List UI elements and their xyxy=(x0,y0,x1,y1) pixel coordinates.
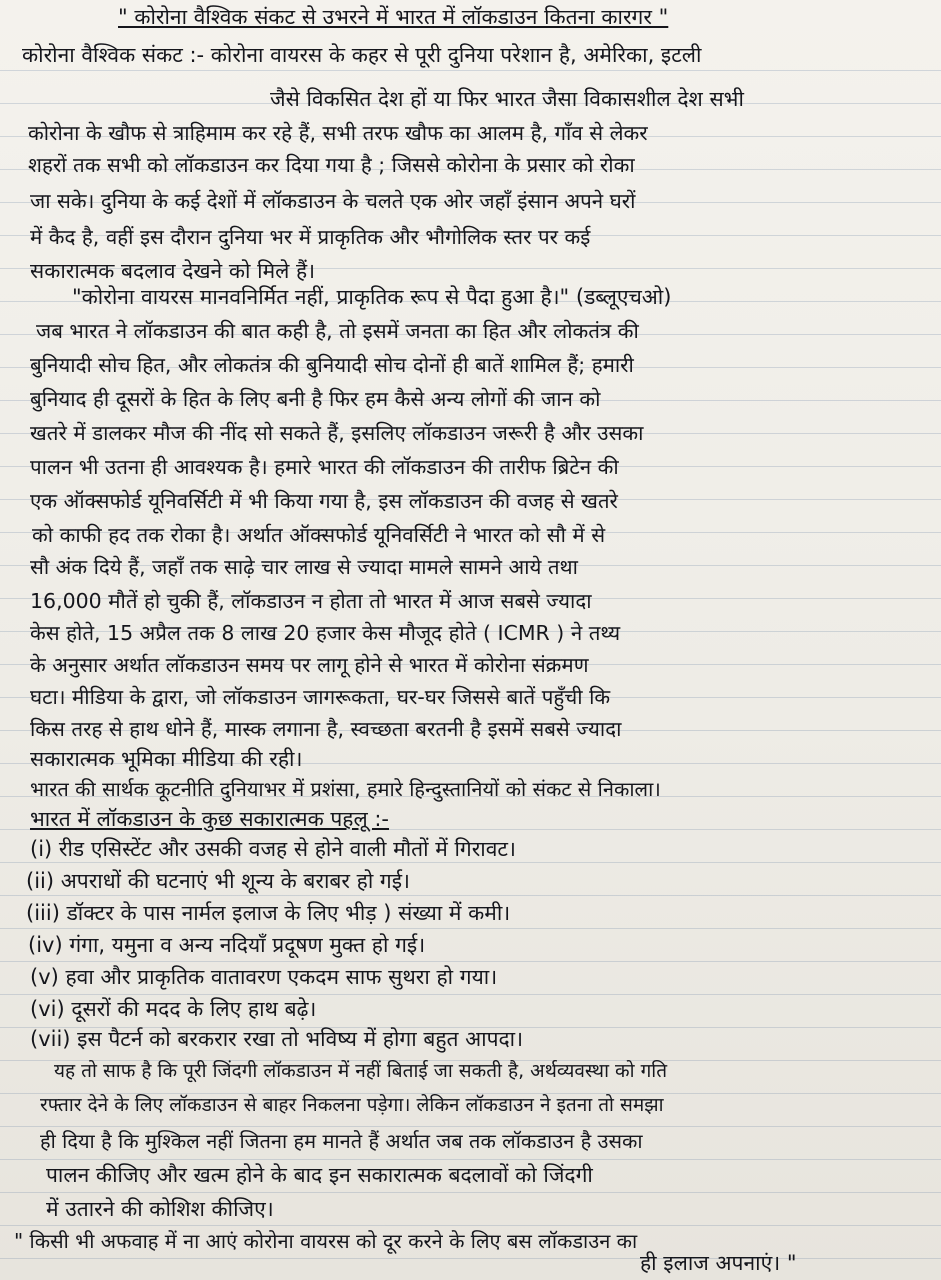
essay-line: भारत की सार्थक कूटनीति दुनियाभर में प्रशंसा, हमारे हिन्दुस्तानियों को संकट से निकाला। xyxy=(30,777,661,801)
essay-line: में कैद है, वहीं इस दौरान दुनिया भर में प्राकृतिक और भौगोलिक स्तर पर कई xyxy=(30,225,591,249)
list-item: (iv) गंगा, यमुना व अन्य नदियाँ प्रदूषण मुक्त हो गई। xyxy=(28,933,426,957)
essay-line: किस तरह से हाथ धोने हैं, मास्क लगाना है, स्वच्छता बरतनी है इसमें सबसे ज्यादा xyxy=(30,717,622,741)
closing-quote-line: ही इलाज अपनाएं। " xyxy=(640,1251,797,1275)
closing-quote-line: " किसी भी अफवाह में ना आएं कोरोना वायरस को दूर करने के लिए बस लॉकडाउन का xyxy=(14,1229,638,1253)
essay-title: " कोरोना वैश्विक संकट से उभरने में भारत में लॉकडाउन कितना कारगर " xyxy=(118,5,669,29)
essay-line: घटा। मीडिया के द्वारा, जो लॉकडाउन जागरूकता, घर-घर जिससे बातें पहुँची कि xyxy=(30,685,611,709)
essay-line: एक ऑक्सफोर्ड यूनिवर्सिटी में भी किया गया है, इस लॉकडाउन की वजह से खतरे xyxy=(30,489,618,513)
essay-line: रफ्तार देने के लिए लॉकडाउन से बाहर निकलना पड़ेगा। लेकिन लॉकडाउन ने इतना तो समझा xyxy=(40,1094,664,1116)
essay-line: ही दिया है कि मुश्किल नहीं जितना हम मानते हैं अर्थात जब तक लॉकडाउन है उसका xyxy=(40,1129,643,1153)
essay-line: खतरे में डालकर मौज की नींद सो सकते हैं, इसलिए लॉकडाउन जरूरी है और उसका xyxy=(30,421,644,445)
essay-line: पालन कीजिए और खत्म होने के बाद इन सकारात्मक बदलावों को जिंदगी xyxy=(46,1163,593,1187)
section-heading: भारत में लॉकडाउन के कुछ सकारात्मक पहलू :- xyxy=(30,807,390,831)
ruled-line xyxy=(0,70,941,71)
essay-line: सकारात्मक भूमिका मीडिया की रही। xyxy=(30,747,303,771)
essay-line: यह तो साफ है कि पूरी जिंदगी लॉकडाउन में नहीं बिताई जा सकती है, अर्थव्यवस्था को गति xyxy=(54,1060,668,1082)
list-item: (v) हवा और प्राकृतिक वातावरण एकदम साफ सुथरा हो गया। xyxy=(30,965,498,989)
essay-line: 16,000 मौतें हो चुकी हैं, लॉकडाउन न होता तो भारत में आज सबसे ज्यादा xyxy=(30,589,592,613)
list-item: (i) रीड एसिस्टेंट और उसकी वजह से होने वाली मौतों में गिरावट। xyxy=(30,837,516,861)
list-item: (iii) डॉक्टर के पास नार्मल इलाज के लिए भीड़ ) संख्या में कमी। xyxy=(26,901,511,925)
essay-line: कोरोना के खौफ से त्राहिमाम कर रहे हैं, सभी तरफ खौफ का आलम है, गाँव से लेकर xyxy=(28,121,648,145)
essay-line: पालन भी उतना ही आवश्यक है। हमारे भारत की लॉकडाउन की तारीफ ब्रिटेन की xyxy=(30,455,619,479)
essay-line: को काफी हद तक रोका है। अर्थात ऑक्सफोर्ड यूनिवर्सिटी ने भारत को सौ में से xyxy=(32,523,606,547)
list-item: (vii) इस पैटर्न को बरकरार रखा तो भविष्य में होगा बहुत आपदा। xyxy=(30,1027,524,1051)
list-item: (ii) अपराधों की घटनाएं भी शून्य के बराबर हो गई। xyxy=(26,869,411,893)
essay-line: केस होते, 15 अप्रैल तक 8 लाख 20 हजार केस मौजूद होते ( ICMR ) ने तथ्य xyxy=(30,621,621,645)
essay-line: में उतारने की कोशिश कीजिए। xyxy=(46,1197,274,1221)
list-item: (vi) दूसरों की मदद के लिए हाथ बढ़े। xyxy=(30,997,317,1021)
essay-line: बुनियादी सोच हित, और लोकतंत्र की बुनियादी सोच दोनों ही बातें शामिल हैं; हमारी xyxy=(30,353,634,377)
essay-line: के अनुसार अर्थात लॉकडाउन समय पर लागू होने से भारत में कोरोना संक्रमण xyxy=(30,653,589,677)
ruled-line xyxy=(0,1258,941,1259)
essay-line: जा सके। दुनिया के कई देशों में लॉकडाउन के चलते एक ओर जहाँ इंसान अपने घरों xyxy=(30,189,636,213)
essay-line: जैसे विकसित देश हों या फिर भारत जैसा विकासशील देश सभी xyxy=(270,87,744,111)
ruled-line xyxy=(0,1192,941,1193)
essay-line: सकारात्मक बदलाव देखने को मिले हैं। xyxy=(30,259,316,283)
essay-line: बुनियाद ही दूसरों के हित के लिए बनी है फिर हम कैसे अन्य लोगों की जान को xyxy=(30,387,601,411)
ruled-line xyxy=(0,928,941,929)
essay-line: कोरोना वैश्विक संकट :- कोरोना वायरस के कहर से पूरी दुनिया परेशान है, अमेरिका, इटली xyxy=(22,43,702,67)
essay-line: जब भारत ने लॉकडाउन की बात कही है, तो इसमें जनता का हित और लोकतंत्र की xyxy=(36,319,639,343)
essay-line: "कोरोना वायरस मानवनिर्मित नहीं, प्राकृतिक रूप से पैदा हुआ है।" (डब्लूएचओ) xyxy=(72,285,672,309)
essay-line: शहरों तक सभी को लॉकडाउन कर दिया गया है ; जिससे कोरोना के प्रसार को रोका xyxy=(28,153,635,177)
essay-line: सौ अंक दिये हैं, जहाँ तक साढ़े चार लाख से ज्यादा मामले सामने आये तथा xyxy=(30,555,578,579)
